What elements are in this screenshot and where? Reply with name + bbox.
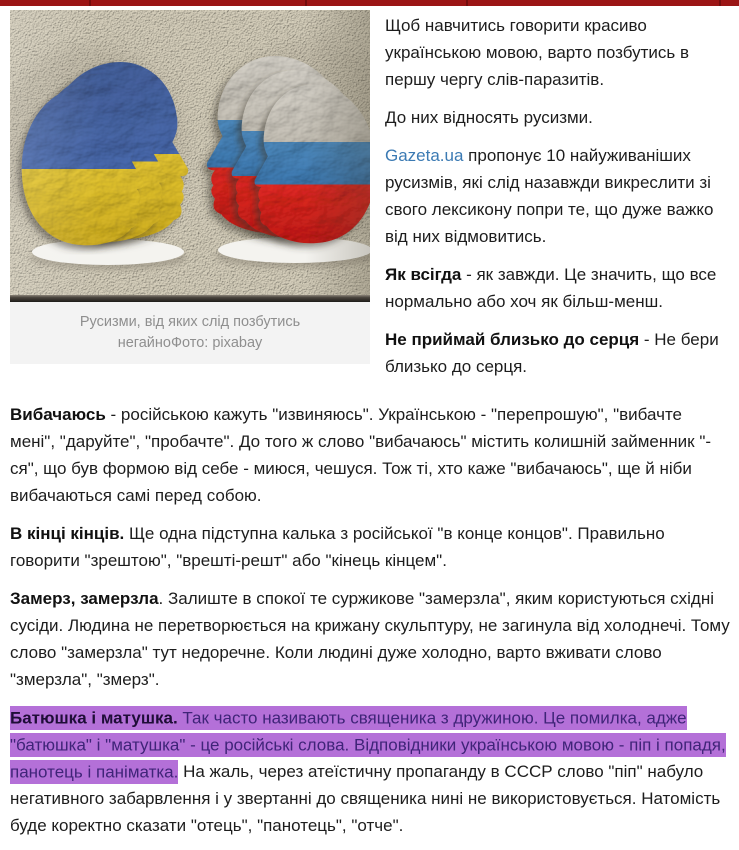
intro-paragraph-3 (385, 142, 730, 250)
article-photo (10, 10, 370, 302)
intro-column (385, 10, 730, 391)
article-body (10, 401, 730, 839)
header-separator (305, 0, 307, 6)
russism-entry-batiushka (10, 704, 730, 839)
site-header-bar (0, 0, 739, 6)
header-separator (719, 0, 721, 6)
russism-term: Вибачаюсь (10, 405, 106, 424)
russism-term: Не приймай близько до серця (385, 330, 640, 349)
highlighted-explanation: Так часто називають священика з дружиною. Це помилка, адже "батюшка" і "матушка" - це російські слова. Відповідники українською мовою - піп і попадя, панотець і паніматка. (10, 708, 726, 781)
russism-term: Як всігда (385, 265, 462, 284)
russism-explanation: - російською кажуть "извиняюсь". Українською - "перепрошую", "вибачте мені", "даруйте", "пробачте". До того ж слово "вибачаюсь" містить колишній займенник "-ся", що був формою від себе - миюся, чешуся. Тож ті, хто каже "вибачаюсь", ще й ніби вибачаються самі перед собою. (10, 405, 712, 505)
russism-term: Батюшка і матушка. (10, 708, 178, 727)
russism-term: Замерз, замерзла (10, 589, 159, 608)
russism-entry-yak-vsigda (385, 261, 730, 315)
russism-explanation: На жаль, через атеїстичну пропаганду в СССР слово "піп" набуло негативного забарвлення і у звертанні до священика нині не використовується. Натомість буде коректно сказати "отець", "панотець", "отче". (10, 762, 721, 835)
intro-paragraph-3-text: пропонує 10 найуживаніших русизмів, які слід назавжди викреслити зі свого лексикону попри те, що дуже важко від них відмовитись. (385, 146, 714, 246)
russism-explanation: Ще одна підступна калька з російської "в конце концов". Правильно говорити "зрештою", "врешті-решт" або "кінець кінцем". (10, 524, 665, 570)
russism-term: В кінці кінців. (10, 524, 125, 543)
russism-entry-zamerz (10, 585, 730, 693)
intro-paragraph-2: До них відносять русизми. (385, 108, 593, 127)
article-page (0, 6, 739, 839)
photo-caption: Русизми, від яких слід позбутись негайноФото: pixabay (10, 302, 370, 364)
photo-bottom-edge (10, 295, 370, 302)
photo-vignette (10, 10, 370, 295)
russism-explanation: - Не бери близько до серця. (385, 330, 719, 376)
article-figure (10, 10, 370, 364)
russism-entry-ne-pryimai (385, 326, 730, 380)
header-separator (89, 0, 91, 6)
russism-explanation: - як завжди. Це значить, що все нормально або хоч як більш-менш. (385, 265, 717, 311)
gazeta-ua-link[interactable]: Gazeta.ua (385, 146, 464, 165)
russism-entry-v-kintsi-kintsiv (10, 520, 730, 574)
russism-entry-vybachaius (10, 401, 730, 509)
header-separator (466, 0, 468, 6)
russism-explanation: . Залиште в спокої те суржикове "замерзла", яким користуються східні сусіди. Людина не перетворюється на крижану скульптуру, не загинула від холоднечі. Тому слово "замерзла" тут недоречне. Коли людині дуже холодно, варто вживати слово "змерзла", "змерз". (10, 589, 730, 689)
flags-heads-image (10, 10, 370, 302)
intro-paragraph-1: Щоб навчитись говорити красиво українською мовою, варто позбутись в першу чергу слів-паразитів. (385, 16, 689, 89)
